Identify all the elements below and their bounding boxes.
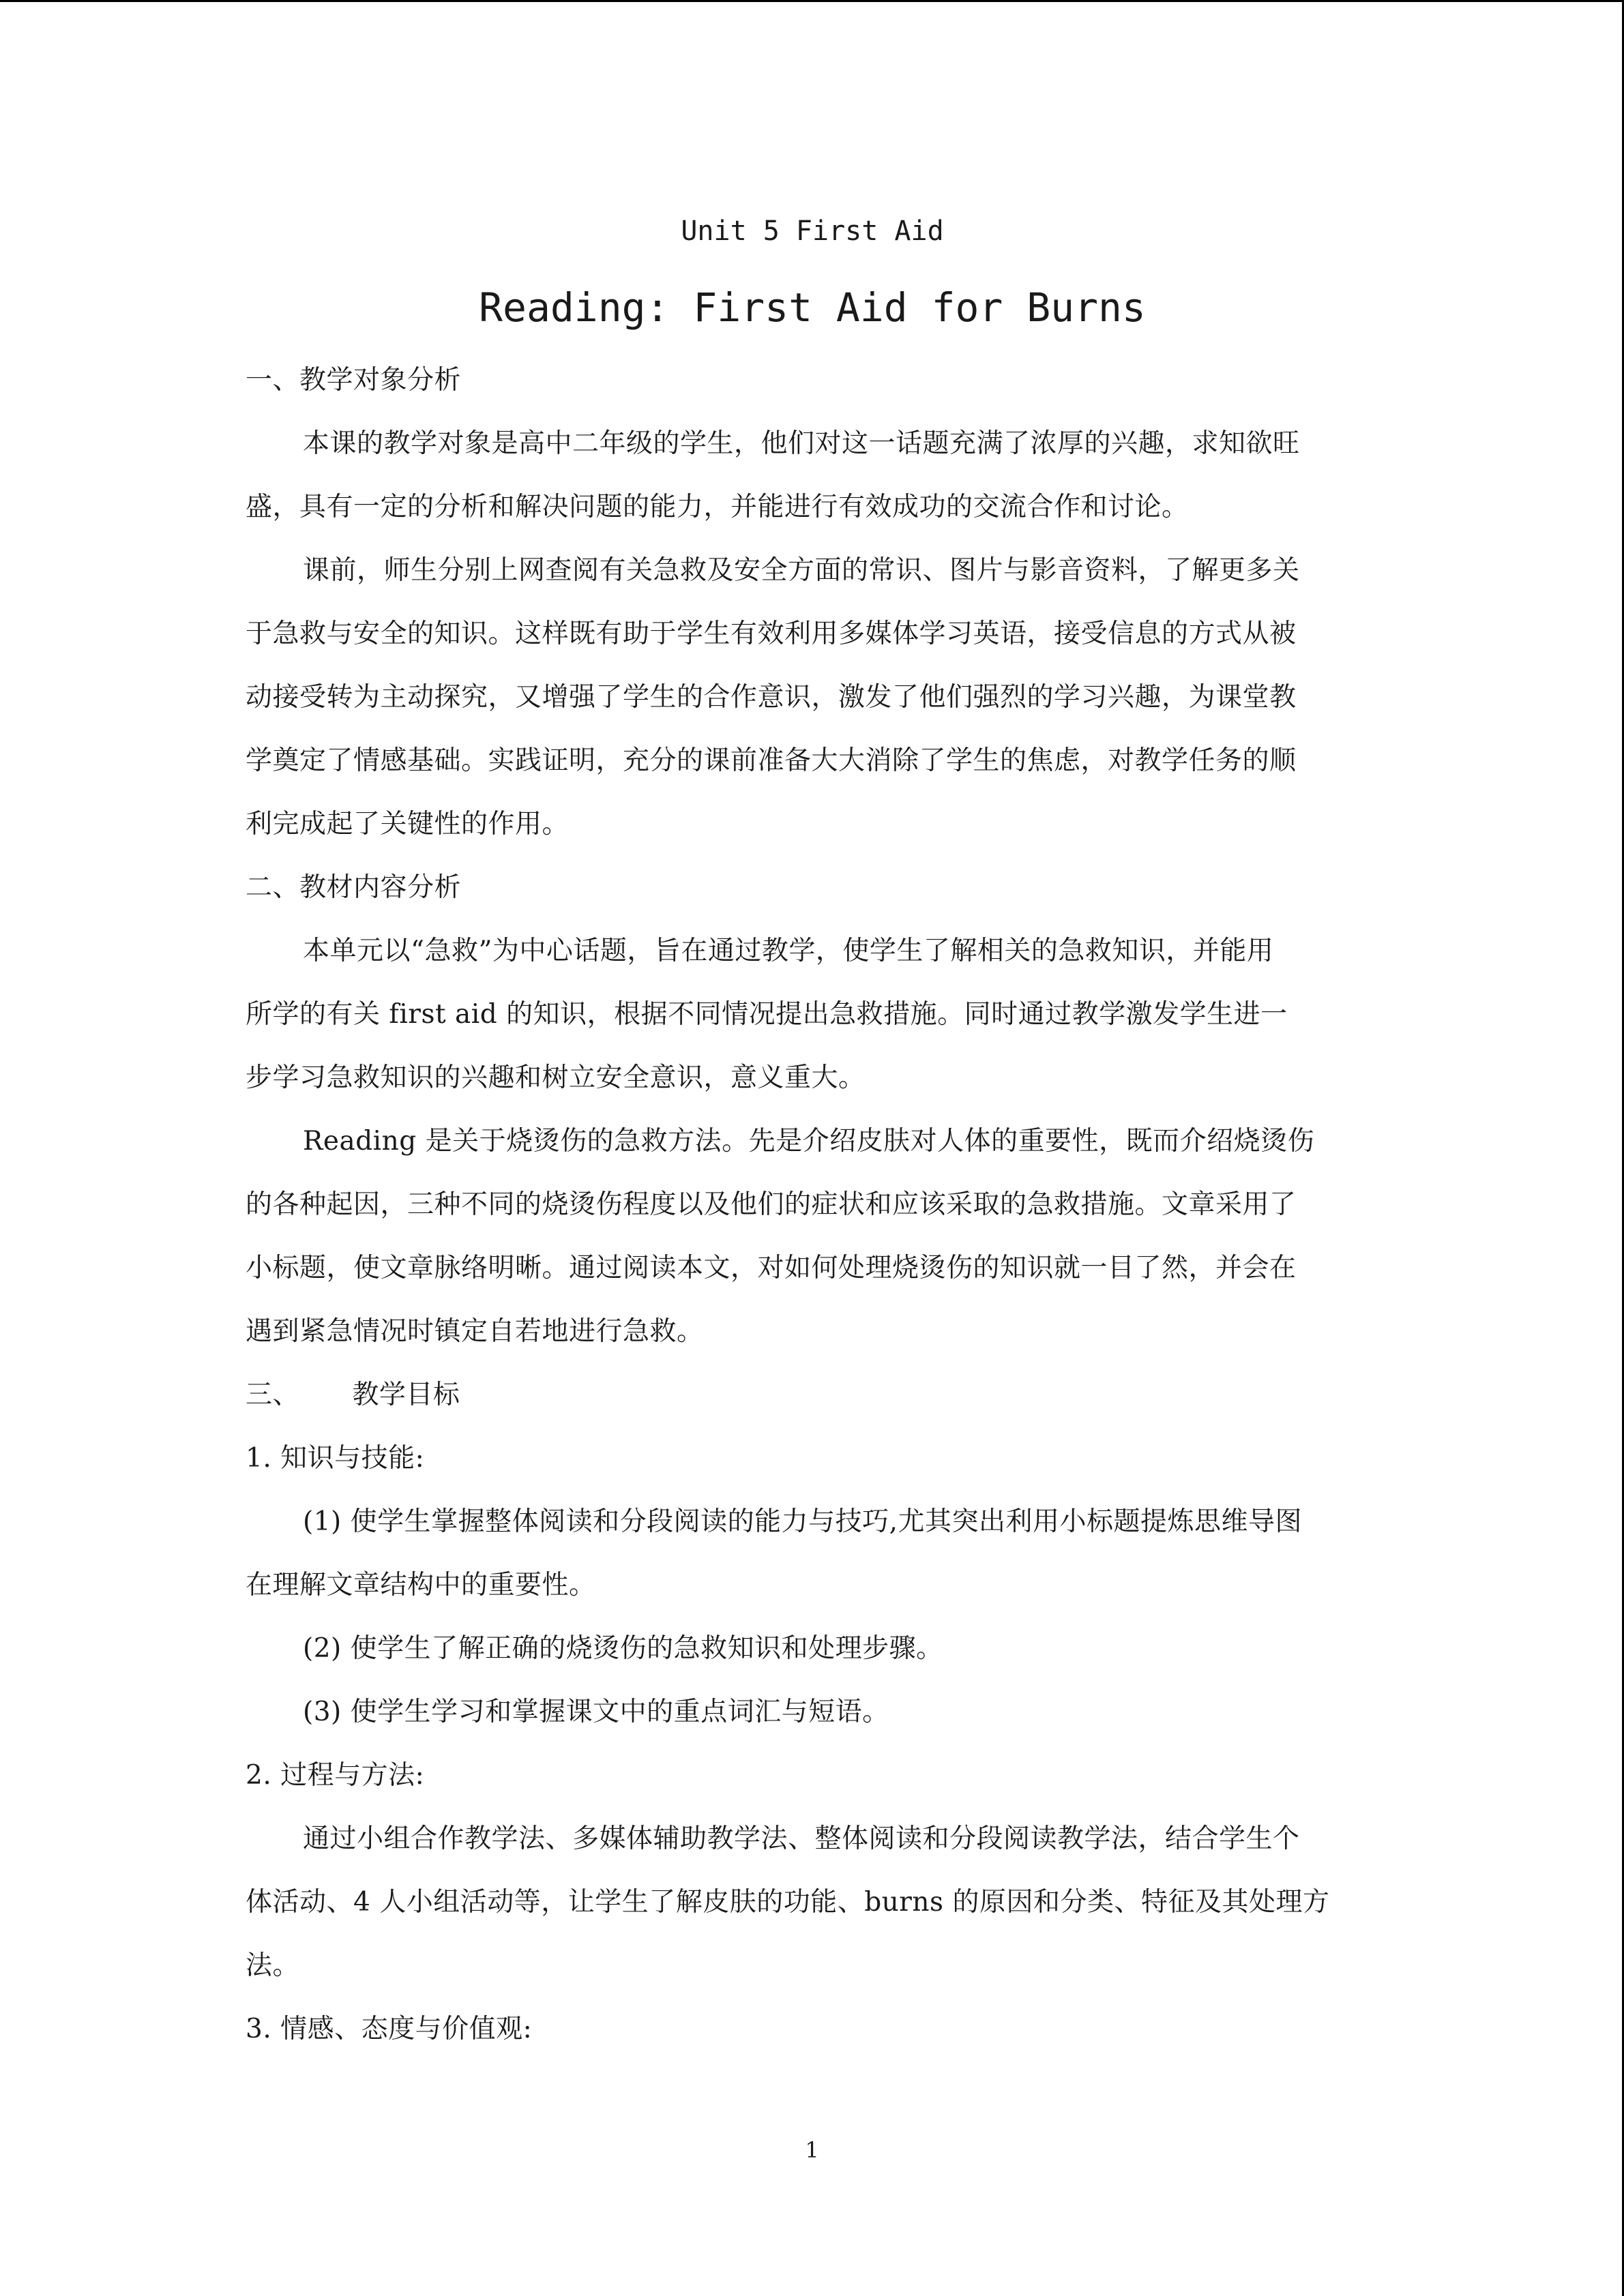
paragraph-line: 遇到紧急情况时镇定自若地进行急救。 (246, 1316, 704, 1347)
paragraph-line: 体活动、4 人小组活动等，让学生了解皮肤的功能、burns 的原因和分类、特征及其处理方 (246, 1887, 1330, 1918)
paragraph-line: 利完成起了关键性的作用。 (246, 809, 570, 839)
paragraph-line: 小标题，使文章脉络明晰。通过阅读本文，对如何处理烧烫伤的知识就一目了然，并会在 (246, 1253, 1297, 1283)
paragraph-line: Reading 是关于烧烫伤的急救方法。先是介绍皮肤对人体的重要性，既而介绍烧烫伤 (303, 1126, 1315, 1157)
objective-attitude-heading: 3. 情感、态度与价值观: (246, 2014, 533, 2044)
paragraph-line: 于急救与安全的知识。这样既有助于学生有效利用多媒体学习英语，接受信息的方式从被 (246, 618, 1297, 649)
unit-title: Unit 5 First Aid (681, 215, 944, 247)
paragraph-line: 的各种起因，三种不同的烧烫伤程度以及他们的症状和应该采取的急救措施。文章采用了 (246, 1189, 1297, 1220)
section1-heading: 一、教学对象分析 (246, 365, 462, 396)
list-item: (1) 使学生掌握整体阅读和分段阅读的能力与技巧,尤其突出利用小标题提炼思维导图 (303, 1506, 1303, 1537)
objective-process-heading: 2. 过程与方法: (246, 1760, 425, 1791)
paragraph-line: 学奠定了情感基础。实践证明，充分的课前准备大大消除了学生的焦虑，对教学任务的顺 (246, 745, 1297, 776)
paragraph-line: 课前，师生分别上网查阅有关急救及安全方面的常识、图片与影音资料，了解更多关 (303, 555, 1300, 586)
paragraph-line: 法。 (246, 1950, 300, 1981)
list-item: (3) 使学生学习和掌握课文中的重点词汇与短语。 (303, 1697, 889, 1727)
list-item-continued: 在理解文章结构中的重要性。 (246, 1570, 596, 1600)
section3-heading: 三、 教学目标 (246, 1380, 460, 1410)
page-number: 1 (805, 2137, 819, 2163)
paragraph-line: 动接受转为主动探究，又增强了学生的合作意识，激发了他们强烈的学习兴趣，为课堂教 (246, 682, 1297, 713)
list-item: (2) 使学生了解正确的烧烫伤的急救知识和处理步骤。 (303, 1633, 943, 1664)
reading-title: Reading: First Aid for Burns (479, 284, 1146, 331)
paragraph-line: 本课的教学对象是高中二年级的学生，他们对这一话题充满了浓厚的兴趣，求知欲旺 (303, 428, 1300, 459)
paragraph-line: 盛，具有一定的分析和解决问题的能力，并能进行有效成功的交流合作和讨论。 (246, 492, 1189, 522)
paragraph-line: 所学的有关 first aid 的知识，根据不同情况提出急救措施。同时通过教学激发学生进一 (246, 999, 1288, 1030)
section2-heading: 二、教材内容分析 (246, 872, 462, 903)
paragraph-line: 通过小组合作教学法、多媒体辅助教学法、整体阅读和分段阅读教学法，结合学生个 (303, 1823, 1300, 1854)
objective-knowledge-heading: 1. 知识与技能: (246, 1443, 425, 1474)
paragraph-line: 步学习急救知识的兴趣和树立安全意识，意义重大。 (246, 1062, 866, 1093)
paragraph-line: 本单元以“急救”为中心话题，旨在通过教学，使学生了解相关的急救知识，并能用 (303, 936, 1274, 966)
